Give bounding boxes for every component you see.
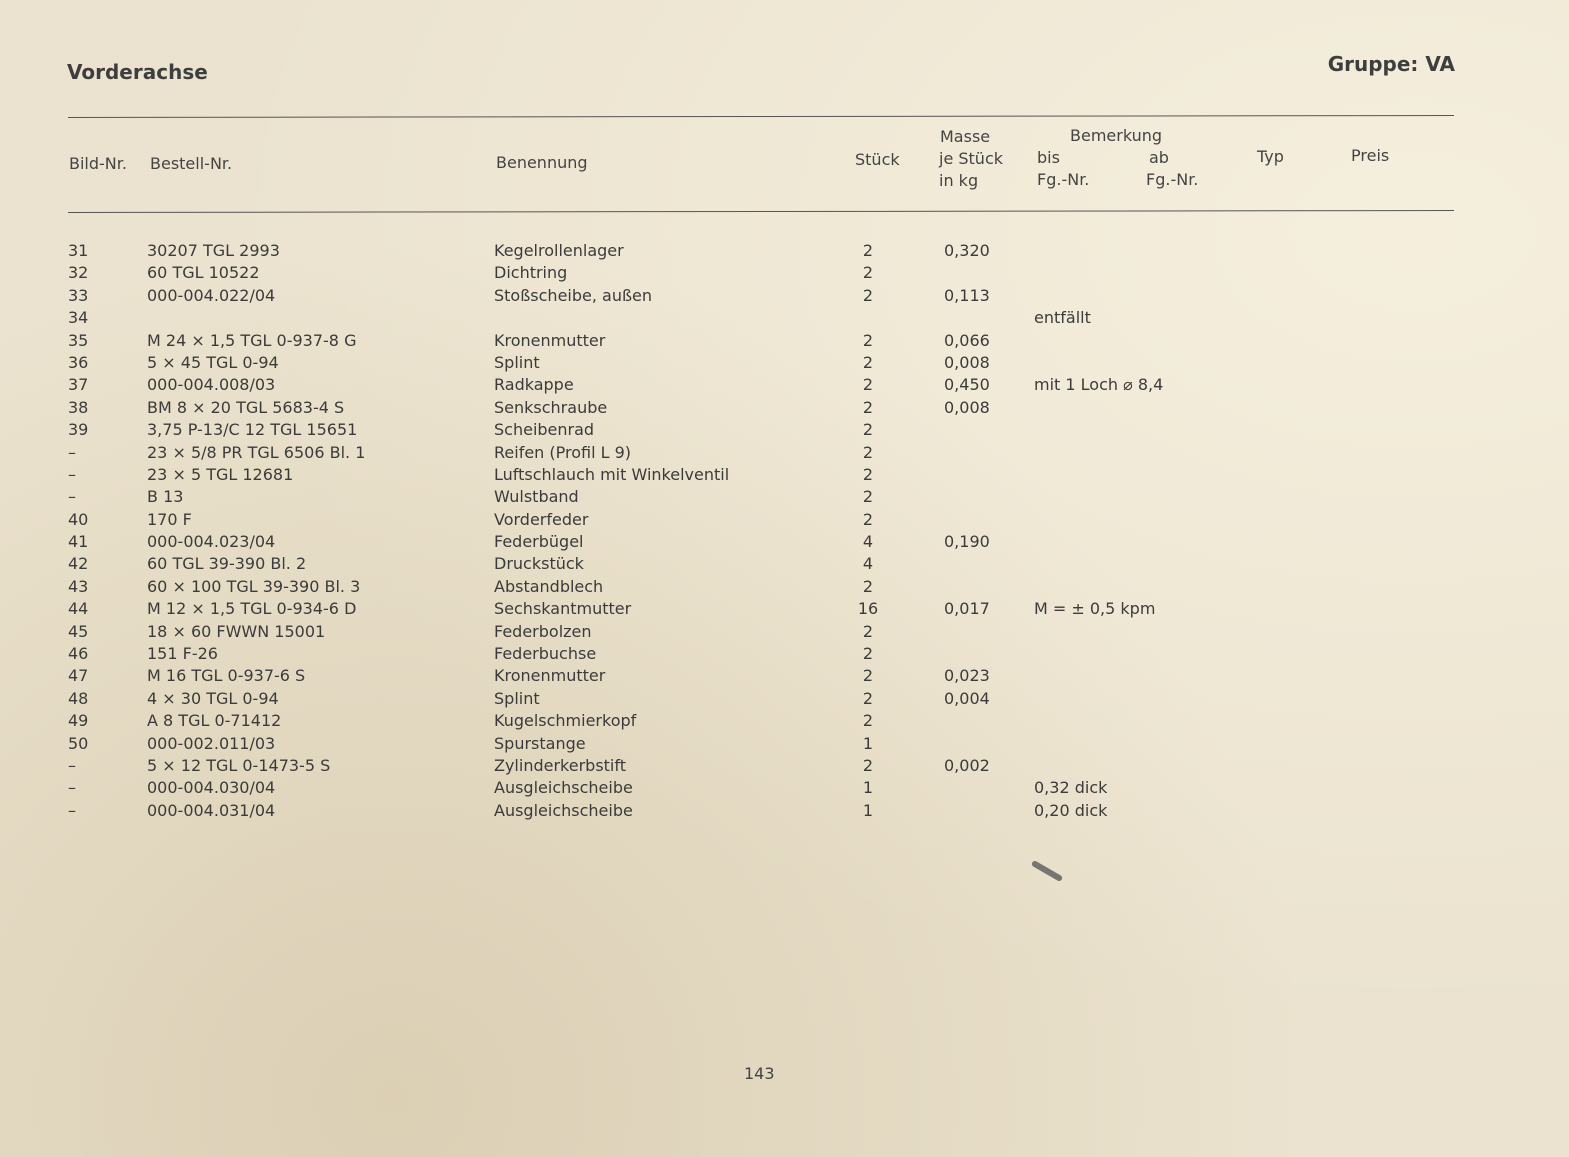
cell-bestell-nr: A 8 TGL 0-71412	[147, 711, 282, 731]
cell-bild-nr: 39	[68, 420, 89, 440]
cell-stueck: 4	[862, 554, 874, 574]
column-header-masse	[939, 126, 1003, 192]
page-title: Vorderachse	[67, 60, 208, 84]
cell-stueck: 1	[862, 778, 874, 798]
table-row	[0, 263, 1569, 285]
cell-bild-nr: 33	[68, 285, 89, 305]
cell-stueck: 2	[862, 397, 874, 417]
parts-table-body	[0, 241, 1569, 823]
cell-benennung: Radkappe	[494, 375, 574, 395]
column-header-benennung: Benennung	[496, 153, 588, 172]
cell-benennung: Kronenmutter	[494, 330, 606, 350]
table-row	[0, 420, 1569, 442]
table-row	[0, 487, 1569, 509]
cell-bestell-nr: 23 × 5/8 PR TGL 6506 Bl. 1	[147, 442, 366, 462]
cell-bild-nr: 42	[68, 554, 89, 574]
cell-stueck: 2	[862, 487, 874, 507]
masse-line-1: Masse	[940, 127, 991, 146]
group-label: Gruppe: VA	[1327, 52, 1455, 76]
cell-bestell-nr: 3,75 P-13/C 12 TGL 15651	[147, 420, 358, 440]
cell-bild-nr: 46	[68, 644, 89, 664]
cell-bild-nr: 36	[68, 352, 89, 372]
cell-bestell-nr: 5 × 12 TGL 0-1473-5 S	[147, 755, 331, 775]
column-header-bild-nr: Bild-Nr.	[69, 154, 127, 173]
cell-bild-nr: –	[68, 442, 76, 462]
bis-line-2: Fg.-Nr.	[1037, 170, 1090, 189]
cell-masse: 0,023	[944, 666, 990, 686]
cell-bestell-nr: 60 × 100 TGL 39-390 Bl. 3	[147, 576, 361, 596]
cell-bestell-nr: 18 × 60 FWWN 15001	[147, 621, 326, 641]
cell-bild-nr: –	[68, 800, 76, 820]
cell-bestell-nr: 000-004.031/04	[147, 800, 276, 820]
cell-benennung: Kegelrollenlager	[494, 241, 624, 260]
cell-stueck: 2	[862, 375, 874, 395]
cell-bestell-nr: 151 F-26	[147, 644, 218, 664]
cell-bestell-nr: 000-004.008/03	[147, 375, 276, 395]
cell-stueck: 2	[862, 711, 874, 731]
cell-bestell-nr: M 16 TGL 0-937-6 S	[147, 666, 306, 686]
table-row	[0, 353, 1569, 375]
cell-stueck: 2	[862, 621, 874, 641]
cell-bemerkung: M = ± 0,5 kpm	[1034, 599, 1156, 619]
table-row	[0, 711, 1569, 733]
cell-masse: 0,113	[944, 285, 990, 305]
table-row	[0, 756, 1569, 778]
column-header-bemerkung: Bemerkung	[1070, 126, 1163, 145]
cell-benennung: Reifen (Profil L 9)	[494, 442, 632, 462]
cell-masse: 0,002	[944, 755, 990, 775]
cell-bild-nr: 47	[68, 666, 89, 686]
cell-masse: 0,008	[944, 352, 990, 372]
cell-benennung: Stoßscheibe, außen	[494, 285, 653, 305]
cell-bestell-nr: 60 TGL 39-390 Bl. 2	[147, 554, 307, 574]
cell-benennung: Kronenmutter	[494, 666, 606, 686]
cell-bestell-nr: 60 TGL 10522	[147, 263, 260, 283]
cell-bestell-nr: B 13	[147, 487, 184, 507]
cell-stueck: 2	[862, 241, 874, 260]
masse-line-2: je Stück	[939, 149, 1004, 168]
table-row	[0, 599, 1569, 621]
table-row	[0, 398, 1569, 420]
ab-line-1: ab	[1149, 148, 1169, 167]
page-number: 143	[744, 1064, 775, 1083]
table-row	[0, 331, 1569, 353]
cell-benennung: Splint	[494, 352, 540, 372]
cell-benennung: Federbolzen	[494, 621, 592, 641]
table-row	[0, 443, 1569, 465]
cell-benennung: Ausgleichscheibe	[494, 778, 633, 798]
masse-line-3: in kg	[939, 171, 979, 190]
cell-stueck: 2	[862, 263, 874, 283]
ink-smudge	[1031, 860, 1063, 882]
cell-bestell-nr: 000-002.011/03	[147, 733, 276, 753]
table-row	[0, 241, 1569, 263]
cell-bild-nr: –	[68, 778, 76, 798]
cell-benennung: Sechskantmutter	[494, 599, 632, 619]
cell-stueck: 2	[862, 285, 874, 305]
cell-benennung: Senkschraube	[494, 397, 608, 417]
cell-bemerkung: entfällt	[1034, 308, 1091, 328]
cell-stueck: 2	[862, 464, 874, 484]
table-row	[0, 622, 1569, 644]
cell-masse: 0,450	[944, 375, 990, 395]
cell-bild-nr: 40	[68, 509, 89, 529]
cell-benennung: Spurstange	[494, 733, 586, 753]
cell-bestell-nr: 000-004.022/04	[147, 285, 276, 305]
cell-benennung: Splint	[494, 688, 540, 708]
cell-stueck: 2	[862, 644, 874, 664]
cell-stueck: 2	[862, 330, 874, 350]
cell-bild-nr: 32	[68, 263, 89, 283]
cell-stueck: 16	[857, 599, 879, 619]
cell-masse: 0,008	[944, 397, 990, 417]
cell-stueck: 1	[862, 800, 874, 820]
table-row	[0, 510, 1569, 532]
cell-bestell-nr: BM 8 × 20 TGL 5683-4 S	[147, 397, 345, 417]
cell-benennung: Scheibenrad	[494, 420, 595, 440]
cell-stueck: 2	[862, 442, 874, 462]
cell-bild-nr: 49	[68, 711, 89, 731]
cell-bild-nr: 48	[68, 688, 89, 708]
cell-stueck: 2	[862, 666, 874, 686]
table-row	[0, 666, 1569, 688]
cell-stueck: 1	[862, 733, 874, 753]
cell-bestell-nr: 000-004.030/04	[147, 778, 276, 798]
table-row	[0, 577, 1569, 599]
cell-bemerkung: 0,32 dick	[1034, 778, 1108, 798]
cell-bild-nr: 45	[68, 621, 89, 641]
cell-benennung: Vorderfeder	[494, 509, 589, 529]
cell-masse: 0,017	[944, 599, 990, 619]
cell-bestell-nr: 5 × 45 TGL 0-94	[147, 352, 279, 372]
ab-line-2: Fg.-Nr.	[1146, 170, 1199, 189]
cell-bild-nr: –	[68, 755, 76, 775]
cell-benennung: Federbuchse	[494, 644, 597, 664]
table-row	[0, 375, 1569, 397]
table-row	[0, 801, 1569, 823]
table-row	[0, 554, 1569, 576]
column-header-ab	[1146, 147, 1198, 191]
cell-benennung: Abstandblech	[494, 576, 604, 596]
cell-benennung: Ausgleichscheibe	[494, 800, 633, 820]
cell-benennung: Dichtring	[494, 263, 568, 283]
column-header-stueck: Stück	[855, 150, 900, 169]
top-rule	[68, 115, 1454, 118]
table-row	[0, 734, 1569, 756]
cell-benennung: Wulstband	[494, 487, 579, 507]
cell-masse: 0,190	[944, 532, 990, 552]
table-row	[0, 644, 1569, 666]
cell-stueck: 4	[862, 532, 874, 552]
cell-bild-nr: 43	[68, 576, 89, 596]
column-header-typ: Typ	[1257, 147, 1284, 166]
cell-bestell-nr: M 24 × 1,5 TGL 0-937-8 G	[147, 330, 357, 350]
cell-bild-nr: –	[68, 487, 76, 507]
bottom-rule	[68, 210, 1454, 213]
cell-stueck: 2	[862, 420, 874, 440]
cell-bild-nr: 38	[68, 397, 89, 417]
cell-benennung: Luftschlauch mit Winkelventil	[494, 464, 730, 484]
table-row	[0, 532, 1569, 554]
cell-masse: 0,004	[944, 688, 990, 708]
table-row	[0, 778, 1569, 800]
table-row	[0, 689, 1569, 711]
cell-bemerkung: 0,20 dick	[1034, 800, 1108, 820]
cell-bild-nr: 34	[68, 308, 89, 328]
cell-bild-nr: 50	[68, 733, 89, 753]
cell-bild-nr: –	[68, 464, 76, 484]
cell-bild-nr: 41	[68, 532, 89, 552]
cell-bestell-nr: 000-004.023/04	[147, 532, 276, 552]
cell-stueck: 2	[862, 352, 874, 372]
cell-stueck: 2	[862, 688, 874, 708]
cell-bestell-nr: 30207 TGL 2993	[147, 241, 280, 260]
cell-bild-nr: 31	[68, 241, 89, 260]
column-header-bestell-nr: Bestell-Nr.	[150, 154, 233, 173]
table-row	[0, 308, 1569, 330]
cell-masse: 0,320	[944, 241, 990, 260]
table-row	[0, 286, 1569, 308]
cell-bestell-nr: M 12 × 1,5 TGL 0-934-6 D	[147, 599, 357, 619]
cell-bild-nr: 35	[68, 330, 89, 350]
cell-bild-nr: 44	[68, 599, 89, 619]
cell-bemerkung: mit 1 Loch ⌀ 8,4	[1034, 375, 1164, 395]
cell-benennung: Kugelschmierkopf	[494, 711, 637, 731]
table-row	[0, 465, 1569, 487]
cell-benennung: Zylinderkerbstift	[494, 755, 626, 775]
cell-benennung: Druckstück	[494, 554, 584, 574]
cell-stueck: 2	[862, 509, 874, 529]
cell-stueck: 2	[862, 576, 874, 596]
cell-stueck: 2	[862, 755, 874, 775]
cell-masse: 0,066	[944, 330, 990, 350]
cell-bild-nr: 37	[68, 375, 89, 395]
column-header-bis	[1037, 147, 1089, 191]
cell-bestell-nr: 170 F	[147, 509, 192, 529]
bis-line-1: bis	[1037, 148, 1060, 167]
cell-bestell-nr: 23 × 5 TGL 12681	[147, 464, 294, 484]
column-header-preis: Preis	[1351, 146, 1390, 165]
cell-benennung: Federbügel	[494, 532, 584, 552]
cell-bestell-nr: 4 × 30 TGL 0-94	[147, 688, 279, 708]
